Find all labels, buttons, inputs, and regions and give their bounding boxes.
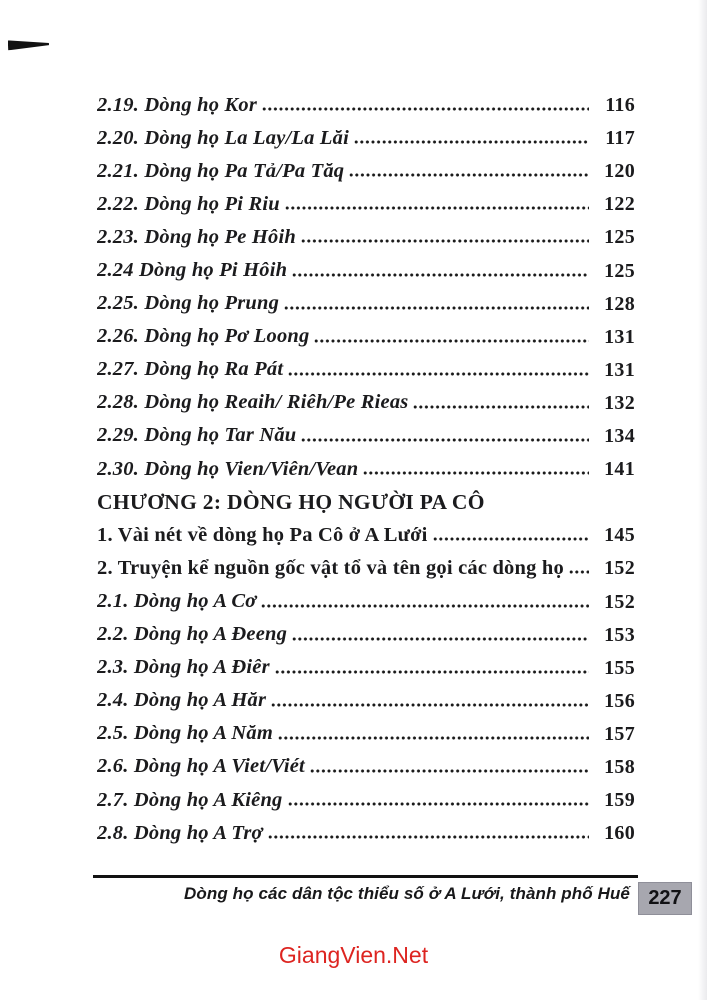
toc-entry xyxy=(97,283,635,316)
toc-entry-label: 2.1. Dòng họ A Cơ xyxy=(97,589,257,612)
toc-entry xyxy=(97,614,635,647)
toc-entry-page: 145 xyxy=(604,524,635,547)
dot-leader xyxy=(285,205,589,211)
toc-entry xyxy=(97,415,635,448)
toc-entry-page: 160 xyxy=(604,822,635,845)
toc-entry-page: 155 xyxy=(604,656,635,679)
dot-leader xyxy=(301,238,589,244)
dot-leader xyxy=(262,106,589,112)
toc-entry-page: 132 xyxy=(604,391,635,414)
toc-entry xyxy=(97,812,635,845)
toc-entry xyxy=(97,117,635,150)
toc-entry-label: 2.8. Dòng họ A Trợ xyxy=(97,821,263,844)
dot-leader xyxy=(349,172,589,178)
toc-entry xyxy=(97,316,635,349)
dot-leader xyxy=(275,669,589,675)
toc-entry xyxy=(97,382,635,415)
toc-entry xyxy=(97,580,635,613)
dot-leader xyxy=(261,603,589,609)
dot-leader xyxy=(292,272,589,278)
toc-entry-page: 159 xyxy=(604,789,635,812)
table-of-contents xyxy=(97,84,635,845)
toc-entry-label: 2.24 Dòng họ Pi Hôih xyxy=(97,259,288,281)
toc-entry-label: 2.28. Dòng họ Reaih/ Riêh/Pe Rieas xyxy=(97,391,409,414)
toc-entry-label: 2.4. Dòng họ A Hăr xyxy=(97,689,267,712)
toc-entry-label: 2.2. Dòng họ A Đeeng xyxy=(97,623,288,646)
page-number-badge: 227 xyxy=(638,882,692,915)
toc-entry-page: 116 xyxy=(605,94,635,117)
toc-entry xyxy=(97,249,635,282)
toc-entry xyxy=(97,448,635,481)
toc-entry xyxy=(97,514,635,547)
toc-entry-label: 2.6. Dòng họ A Viet/Viét xyxy=(97,755,305,778)
toc-entry xyxy=(97,680,635,713)
toc-entry-label: 1. Vài nét về dòng họ Pa Cô ở A Lưới xyxy=(97,523,428,546)
dot-leader xyxy=(301,437,589,443)
toc-entry-page: 158 xyxy=(604,755,635,778)
toc-chapter-heading-row xyxy=(97,481,635,514)
toc-entry-label: 2.5. Dòng họ A Năm xyxy=(97,722,273,745)
footer-divider xyxy=(93,875,638,878)
chapter-heading: CHƯƠNG 2: DÒNG HỌ NGƯỜI PA CÔ xyxy=(97,489,485,514)
dot-leader xyxy=(363,470,589,476)
print-corner-mark xyxy=(8,40,49,51)
toc-entry-page: 128 xyxy=(604,292,635,315)
toc-entry-page: 122 xyxy=(604,193,635,216)
running-title: Dòng họ các dân tộc thiểu số ở A Lưới, thành phố Huế xyxy=(184,884,630,903)
toc-entry-page: 125 xyxy=(604,259,635,282)
toc-entry xyxy=(97,547,635,580)
toc-entry-page: 131 xyxy=(604,358,635,381)
toc-entry-label: 2.22. Dòng họ Pi Riu xyxy=(97,192,280,215)
toc-entry-page: 117 xyxy=(605,127,635,150)
toc-entry-label: 2. Truyện kể nguồn gốc vật tổ và tên gọi các dòng họ xyxy=(97,556,564,579)
toc-entry-label: 2.26. Dòng họ Pơ Loong xyxy=(97,325,310,348)
dot-leader xyxy=(569,569,589,575)
toc-entry-label: 2.7. Dòng họ A Kiêng xyxy=(97,788,283,811)
toc-entry xyxy=(97,183,635,216)
toc-entry-page: 153 xyxy=(604,623,635,646)
toc-entry xyxy=(97,150,635,183)
watermark-text: GiangVien.Net xyxy=(278,942,429,968)
toc-entry xyxy=(97,349,635,382)
toc-entry xyxy=(97,647,635,680)
dot-leader xyxy=(310,768,589,774)
dot-leader xyxy=(278,735,589,741)
dot-leader xyxy=(413,404,589,410)
dot-leader xyxy=(268,834,589,840)
toc-entry xyxy=(97,779,635,812)
toc-entry-page: 131 xyxy=(604,325,635,348)
dot-leader xyxy=(288,801,589,807)
toc-entry-label: 2.27. Dòng họ Ra Pát xyxy=(97,358,284,381)
toc-entry xyxy=(97,746,635,779)
toc-entry-label: 2.21. Dòng họ Pa Tả/Pa Tăq xyxy=(97,159,345,182)
toc-entry-label: 2.23. Dòng họ Pe Hôih xyxy=(97,225,296,248)
toc-entry-label: 2.3. Dòng họ A Điêr xyxy=(97,656,270,679)
toc-entry xyxy=(97,216,635,249)
scan-edge-shadow xyxy=(698,0,707,1000)
toc-entry-page: 152 xyxy=(604,557,635,580)
dot-leader xyxy=(433,536,589,542)
toc-entry xyxy=(97,713,635,746)
toc-entry-page: 152 xyxy=(604,590,635,613)
dot-leader xyxy=(271,702,589,708)
toc-entry-label: 2.29. Dòng họ Tar Nău xyxy=(97,424,297,447)
dot-leader xyxy=(292,636,589,642)
dot-leader xyxy=(354,139,589,145)
dot-leader xyxy=(284,305,589,311)
toc-entry-page: 157 xyxy=(604,722,635,745)
toc-entry-page: 134 xyxy=(604,425,635,448)
toc-entry-page: 120 xyxy=(604,160,635,183)
toc-entry-label: 2.25. Dòng họ Prung xyxy=(97,292,280,315)
dot-leader xyxy=(288,371,589,377)
toc-entry-page: 156 xyxy=(604,689,635,712)
toc-entry xyxy=(97,84,635,117)
toc-entry-page: 141 xyxy=(604,458,635,481)
toc-entry-label: 2.19. Dòng họ Kor xyxy=(97,93,258,116)
toc-entry-label: 2.30. Dòng họ Vien/Viên/Vean xyxy=(97,457,359,480)
toc-entry-label: 2.20. Dòng họ La Lay/La Lăi xyxy=(97,126,349,149)
toc-entry-page: 125 xyxy=(604,226,635,249)
dot-leader xyxy=(314,338,589,344)
